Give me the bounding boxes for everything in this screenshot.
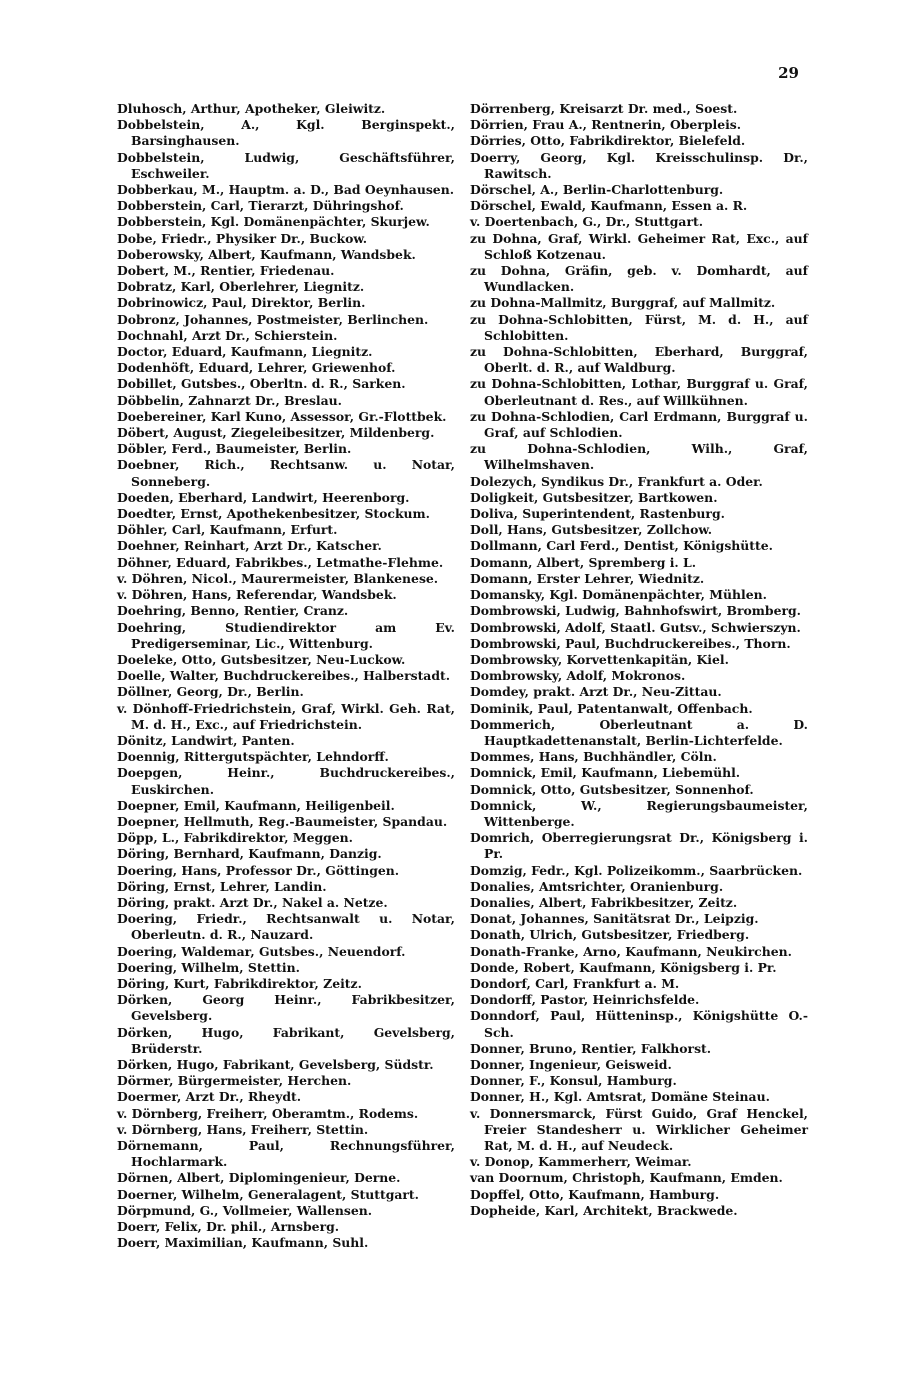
directory-entry: zu Dohna, Graf, Wirkl. Geheimer Rat, Exc., auf Schloß Kotzenau. [470, 230, 808, 262]
directory-entry: Dondorf, Carl, Frankfurt a. M. [470, 975, 680, 991]
directory-entry: Doepner, Hellmuth, Reg.-Baumeister, Spandau. [117, 813, 448, 829]
directory-entry: Doering, Hans, Professor Dr., Göttingen. [117, 862, 400, 878]
directory-entry: Doeleke, Otto, Gutsbesitzer, Neu-Luckow. [117, 651, 406, 667]
directory-entry: Döbler, Ferd., Baumeister, Berlin. [117, 441, 352, 457]
directory-entry: v. Donnersmarck, Fürst Guido, Graf Henckel, Freier Standesherr u. Wirklicher Geheimer Rat, M. d. H., auf Neudeck. [470, 1105, 808, 1153]
directory-entry: Dombrowsky, Adolf, Mokronos. [470, 668, 686, 684]
directory-entry: Doehring, Studiendirektor am Ev. Predigerseminar, Lic., Wittenburg. [117, 619, 455, 651]
directory-entry: Doedter, Ernst, Apothekenbesitzer, Stockum. [117, 506, 430, 522]
directory-entry: Domann, Albert, Spremberg i. L. [470, 554, 697, 570]
page-number: 29 [778, 64, 799, 82]
directory-entry: Dobberkau, M., Hauptm. a. D., Bad Oeynhausen. [117, 182, 455, 198]
directory-entry: Dobberstein, Kgl. Domänenpächter, Skurjew. [117, 214, 430, 230]
directory-entry: v. Doertenbach, G., Dr., Stuttgart. [470, 214, 704, 230]
directory-entry: Doctor, Eduard, Kaufmann, Liegnitz. [117, 344, 373, 360]
directory-entry: Doerner, Wilhelm, Generalagent, Stuttgart. [117, 1186, 419, 1202]
directory-entry: Döhner, Eduard, Fabrikbes., Letmathe-Flehme. [117, 554, 444, 570]
directory-entry: Dobbelstein, A., Kgl. Berginspekt., Barsinghausen. [117, 117, 455, 149]
directory-entry: zu Dohna-Schlobitten, Eberhard, Burggraf, Oberlt. d. R., auf Waldburg. [470, 344, 808, 376]
directory-entry: Dörschel, Ewald, Kaufmann, Essen a. R. [470, 198, 748, 214]
directory-entry: Doehner, Reinhart, Arzt Dr., Katscher. [117, 538, 382, 554]
directory-entry: Doerr, Felix, Dr. phil., Arnsberg. [117, 1219, 340, 1235]
directory-entry: Doennig, Rittergutspächter, Lehndorff. [117, 749, 389, 765]
directory-entry: v. Döhren, Hans, Referendar, Wandsbek. [117, 587, 397, 603]
directory-entry: Dommes, Hans, Buchhändler, Cöln. [470, 749, 717, 765]
directory-entry: zu Dohna, Gräfin, geb. v. Domhardt, auf Wundlacken. [470, 263, 808, 295]
directory-entry: Dolezych, Syndikus Dr., Frankfurt a. Oder. [470, 473, 763, 489]
directory-entry: Donalies, Amtsrichter, Oranienburg. [470, 878, 724, 894]
directory-entry: Dombrowsky, Korvettenkapitän, Kiel. [470, 651, 729, 667]
directory-entry: Dörnemann, Paul, Rechnungsführer, Hochlarmark. [117, 1138, 455, 1170]
directory-entry: Döring, Ernst, Lehrer, Landin. [117, 878, 327, 894]
directory-entry: Dochnahl, Arzt Dr., Schierstein. [117, 327, 338, 343]
directory-entry: Donat, Johannes, Sanitätsrat Dr., Leipzig. [470, 911, 759, 927]
directory-entry: Doligkeit, Gutsbesitzer, Bartkowen. [470, 489, 718, 505]
directory-entry: Domnick, Otto, Gutsbesitzer, Sonnenhof. [470, 781, 754, 797]
directory-entry: Domann, Erster Lehrer, Wiednitz. [470, 570, 705, 586]
directory-entry: Doberowsky, Albert, Kaufmann, Wandsbek. [117, 246, 416, 262]
right-column [470, 101, 808, 1219]
directory-entry: Dopffel, Otto, Kaufmann, Hamburg. [470, 1186, 720, 1202]
directory-entry: Döring, prakt. Arzt Dr., Nakel a. Netze. [117, 894, 388, 910]
directory-entry: Doebner, Rich., Rechtsanw. u. Notar, Sonneberg. [117, 457, 455, 489]
directory-entry: Dörken, Hugo, Fabrikant, Gevelsberg, Südstr. [117, 1056, 434, 1072]
directory-entry: Domnick, Emil, Kaufmann, Liebemühl. [470, 765, 741, 781]
directory-entry: Dollmann, Carl Ferd., Dentist, Königshütte. [470, 538, 773, 554]
directory-entry: Dörpmund, G., Vollmeier, Wallensen. [117, 1202, 373, 1218]
directory-entry: Doeden, Eberhard, Landwirt, Heerenborg. [117, 489, 410, 505]
directory-entry: zu Dohna-Schlodien, Wilh., Graf, Wilhelmshaven. [470, 441, 808, 473]
directory-entry: Döllner, Georg, Dr., Berlin. [117, 684, 304, 700]
directory-entry: Donner, Bruno, Rentier, Falkhorst. [470, 1040, 712, 1056]
directory-entry: Doelle, Walter, Buchdruckereibes., Halberstadt. [117, 668, 451, 684]
directory-entry: Dobrinowicz, Paul, Direktor, Berlin. [117, 295, 366, 311]
directory-entry: Domnick, W., Regierungsbaumeister, Wittenberge. [470, 797, 808, 829]
directory-entry: zu Dohna-Mallmitz, Burggraf, auf Mallmitz. [470, 295, 776, 311]
directory-entry: Donner, H., Kgl. Amtsrat, Domäne Steinau. [470, 1089, 770, 1105]
directory-entry: Dommerich, Oberleutnant a. D. Hauptkadettenanstalt, Berlin-Lichterfelde. [470, 716, 808, 748]
directory-entry: Döhler, Carl, Kaufmann, Erfurt. [117, 522, 338, 538]
directory-entry: Doehring, Benno, Rentier, Cranz. [117, 603, 349, 619]
directory-entry: Dombrowski, Adolf, Staatl. Gutsv., Schwierszyn. [470, 619, 801, 635]
directory-entry: Dörrien, Frau A., Rentnerin, Oberpleis. [470, 117, 742, 133]
directory-entry: Dopheide, Karl, Architekt, Brackwede. [470, 1202, 738, 1218]
directory-entry: Dobronz, Johannes, Postmeister, Berlinchen. [117, 311, 429, 327]
directory-entry: Döpp, L., Fabrikdirektor, Meggen. [117, 830, 353, 846]
directory-entry: Dörken, Georg Heinr., Fabrikbesitzer, Gevelsberg. [117, 992, 455, 1024]
directory-entry: Dörnen, Albert, Diplomingenieur, Derne. [117, 1170, 401, 1186]
directory-entry: Döbert, August, Ziegeleibesitzer, Mildenberg. [117, 425, 435, 441]
directory-entry: Donner, Ingenieur, Geisweid. [470, 1056, 672, 1072]
directory-entry: Doerry, Georg, Kgl. Kreisschulinsp. Dr., Rawitsch. [470, 149, 808, 181]
directory-entry: van Doornum, Christoph, Kaufmann, Emden. [470, 1170, 783, 1186]
directory-entry: Donndorf, Paul, Hütteninsp., Königshütte O.-Sch. [470, 1008, 808, 1040]
directory-entry: Döring, Bernhard, Kaufmann, Danzig. [117, 846, 382, 862]
directory-entry: Domzig, Fedr., Kgl. Polizeikomm., Saarbrücken. [470, 862, 803, 878]
directory-entry: v. Dörnberg, Hans, Freiherr, Stettin. [117, 1121, 369, 1137]
directory-entry: Doll, Hans, Gutsbesitzer, Zollchow. [470, 522, 713, 538]
directory-entry: v. Döhren, Nicol., Maurermeister, Blankenese. [117, 570, 439, 586]
directory-entry: Dörken, Hugo, Fabrikant, Gevelsberg, Brüderstr. [117, 1024, 455, 1056]
directory-entry: zu Dohna-Schlobitten, Lothar, Burggraf u. Graf, Oberleutnant d. Res., auf Willkühnen. [470, 376, 808, 408]
directory-entry: zu Dohna-Schlodien, Carl Erdmann, Burggraf u. Graf, auf Schlodien. [470, 408, 808, 441]
directory-entry: Domdey, prakt. Arzt Dr., Neu-Zittau. [470, 684, 722, 700]
directory-entry: Dörmer, Bürgermeister, Herchen. [117, 1073, 352, 1089]
directory-entry: Dörrenberg, Kreisarzt Dr. med., Soest. [470, 101, 738, 116]
left-column [117, 101, 455, 1251]
directory-entry: Dörschel, A., Berlin-Charlottenburg. [470, 182, 724, 198]
directory-entry: Doering, Friedr., Rechtsanwalt u. Notar, Oberleutn. d. R., Nauzard. [117, 911, 455, 943]
directory-entry: Donalies, Albert, Fabrikbesitzer, Zeitz. [470, 894, 738, 910]
directory-entry: Dluhosch, Arthur, Apotheker, Gleiwitz. [117, 101, 386, 116]
directory-entry: Doermer, Arzt Dr., Rheydt. [117, 1089, 302, 1105]
directory-entry: Dominik, Paul, Patentanwalt, Offenbach. [470, 700, 753, 716]
directory-entry: Dombrowski, Ludwig, Bahnhofswirt, Bromberg. [470, 603, 801, 619]
directory-entry: v. Dönhoff-Friedrichstein, Graf, Wirkl. Geh. Rat, M. d. H., Exc., auf Friedrichstein. [117, 700, 455, 732]
directory-entry: Doepgen, Heinr., Buchdruckereibes., Euskirchen. [117, 765, 455, 797]
directory-entry: Doepner, Emil, Kaufmann, Heiligenbeil. [117, 797, 395, 813]
directory-entry: Domrich, Oberregierungsrat Dr., Königsberg i. Pr. [470, 830, 808, 862]
directory-entry: Dombrowski, Paul, Buchdruckereibes., Thorn. [470, 635, 791, 651]
directory-entry: zu Dohna-Schlobitten, Fürst, M. d. H., auf Schlobitten. [470, 311, 808, 343]
directory-entry: Dobe, Friedr., Physiker Dr., Buckow. [117, 230, 368, 246]
directory-entry: Domansky, Kgl. Domänenpächter, Mühlen. [470, 587, 767, 603]
directory-entry: v. Donop, Kammerherr, Weimar. [470, 1154, 692, 1170]
directory-entry: Dönitz, Landwirt, Panten. [117, 732, 295, 748]
directory-entry: Dobberstein, Carl, Tierarzt, Dühringshof. [117, 198, 404, 214]
directory-entry: Donath, Ulrich, Gutsbesitzer, Friedberg. [470, 927, 750, 943]
directory-entry: Dodenhöft, Eduard, Lehrer, Griewenhof. [117, 360, 396, 376]
directory-entry: Doebereiner, Karl Kuno, Assessor, Gr.-Flottbek. [117, 408, 447, 424]
directory-entry: Dobbelstein, Ludwig, Geschäftsführer, Eschweiler. [117, 149, 455, 181]
directory-entry: Dobratz, Karl, Oberlehrer, Liegnitz. [117, 279, 365, 295]
directory-entry: Doering, Waldemar, Gutsbes., Neuendorf. [117, 943, 406, 959]
directory-entry: Dobillet, Gutsbes., Oberltn. d. R., Sarken. [117, 376, 406, 392]
directory-entry: Donde, Robert, Kaufmann, Königsberg i. Pr. [470, 959, 777, 975]
directory-entry: Döbbelin, Zahnarzt Dr., Breslau. [117, 392, 342, 408]
directory-entry: v. Dörnberg, Freiherr, Oberamtm., Rodems. [117, 1105, 419, 1121]
directory-entry: Dörries, Otto, Fabrikdirektor, Bielefeld. [470, 133, 746, 149]
directory-entry: Dobert, M., Rentier, Friedenau. [117, 263, 335, 279]
directory-entry: Doliva, Superintendent, Rastenburg. [470, 506, 725, 522]
directory-entry: Dondorff, Pastor, Heinrichsfelde. [470, 992, 700, 1008]
directory-entry: Donath-Franke, Arno, Kaufmann, Neukirchen. [470, 943, 792, 959]
directory-entry: Doering, Wilhelm, Stettin. [117, 959, 300, 975]
directory-entry: Doerr, Maximilian, Kaufmann, Suhl. [117, 1235, 369, 1251]
directory-entry: Donner, F., Konsul, Hamburg. [470, 1073, 677, 1089]
directory-entry: Döring, Kurt, Fabrikdirektor, Zeitz. [117, 975, 362, 991]
